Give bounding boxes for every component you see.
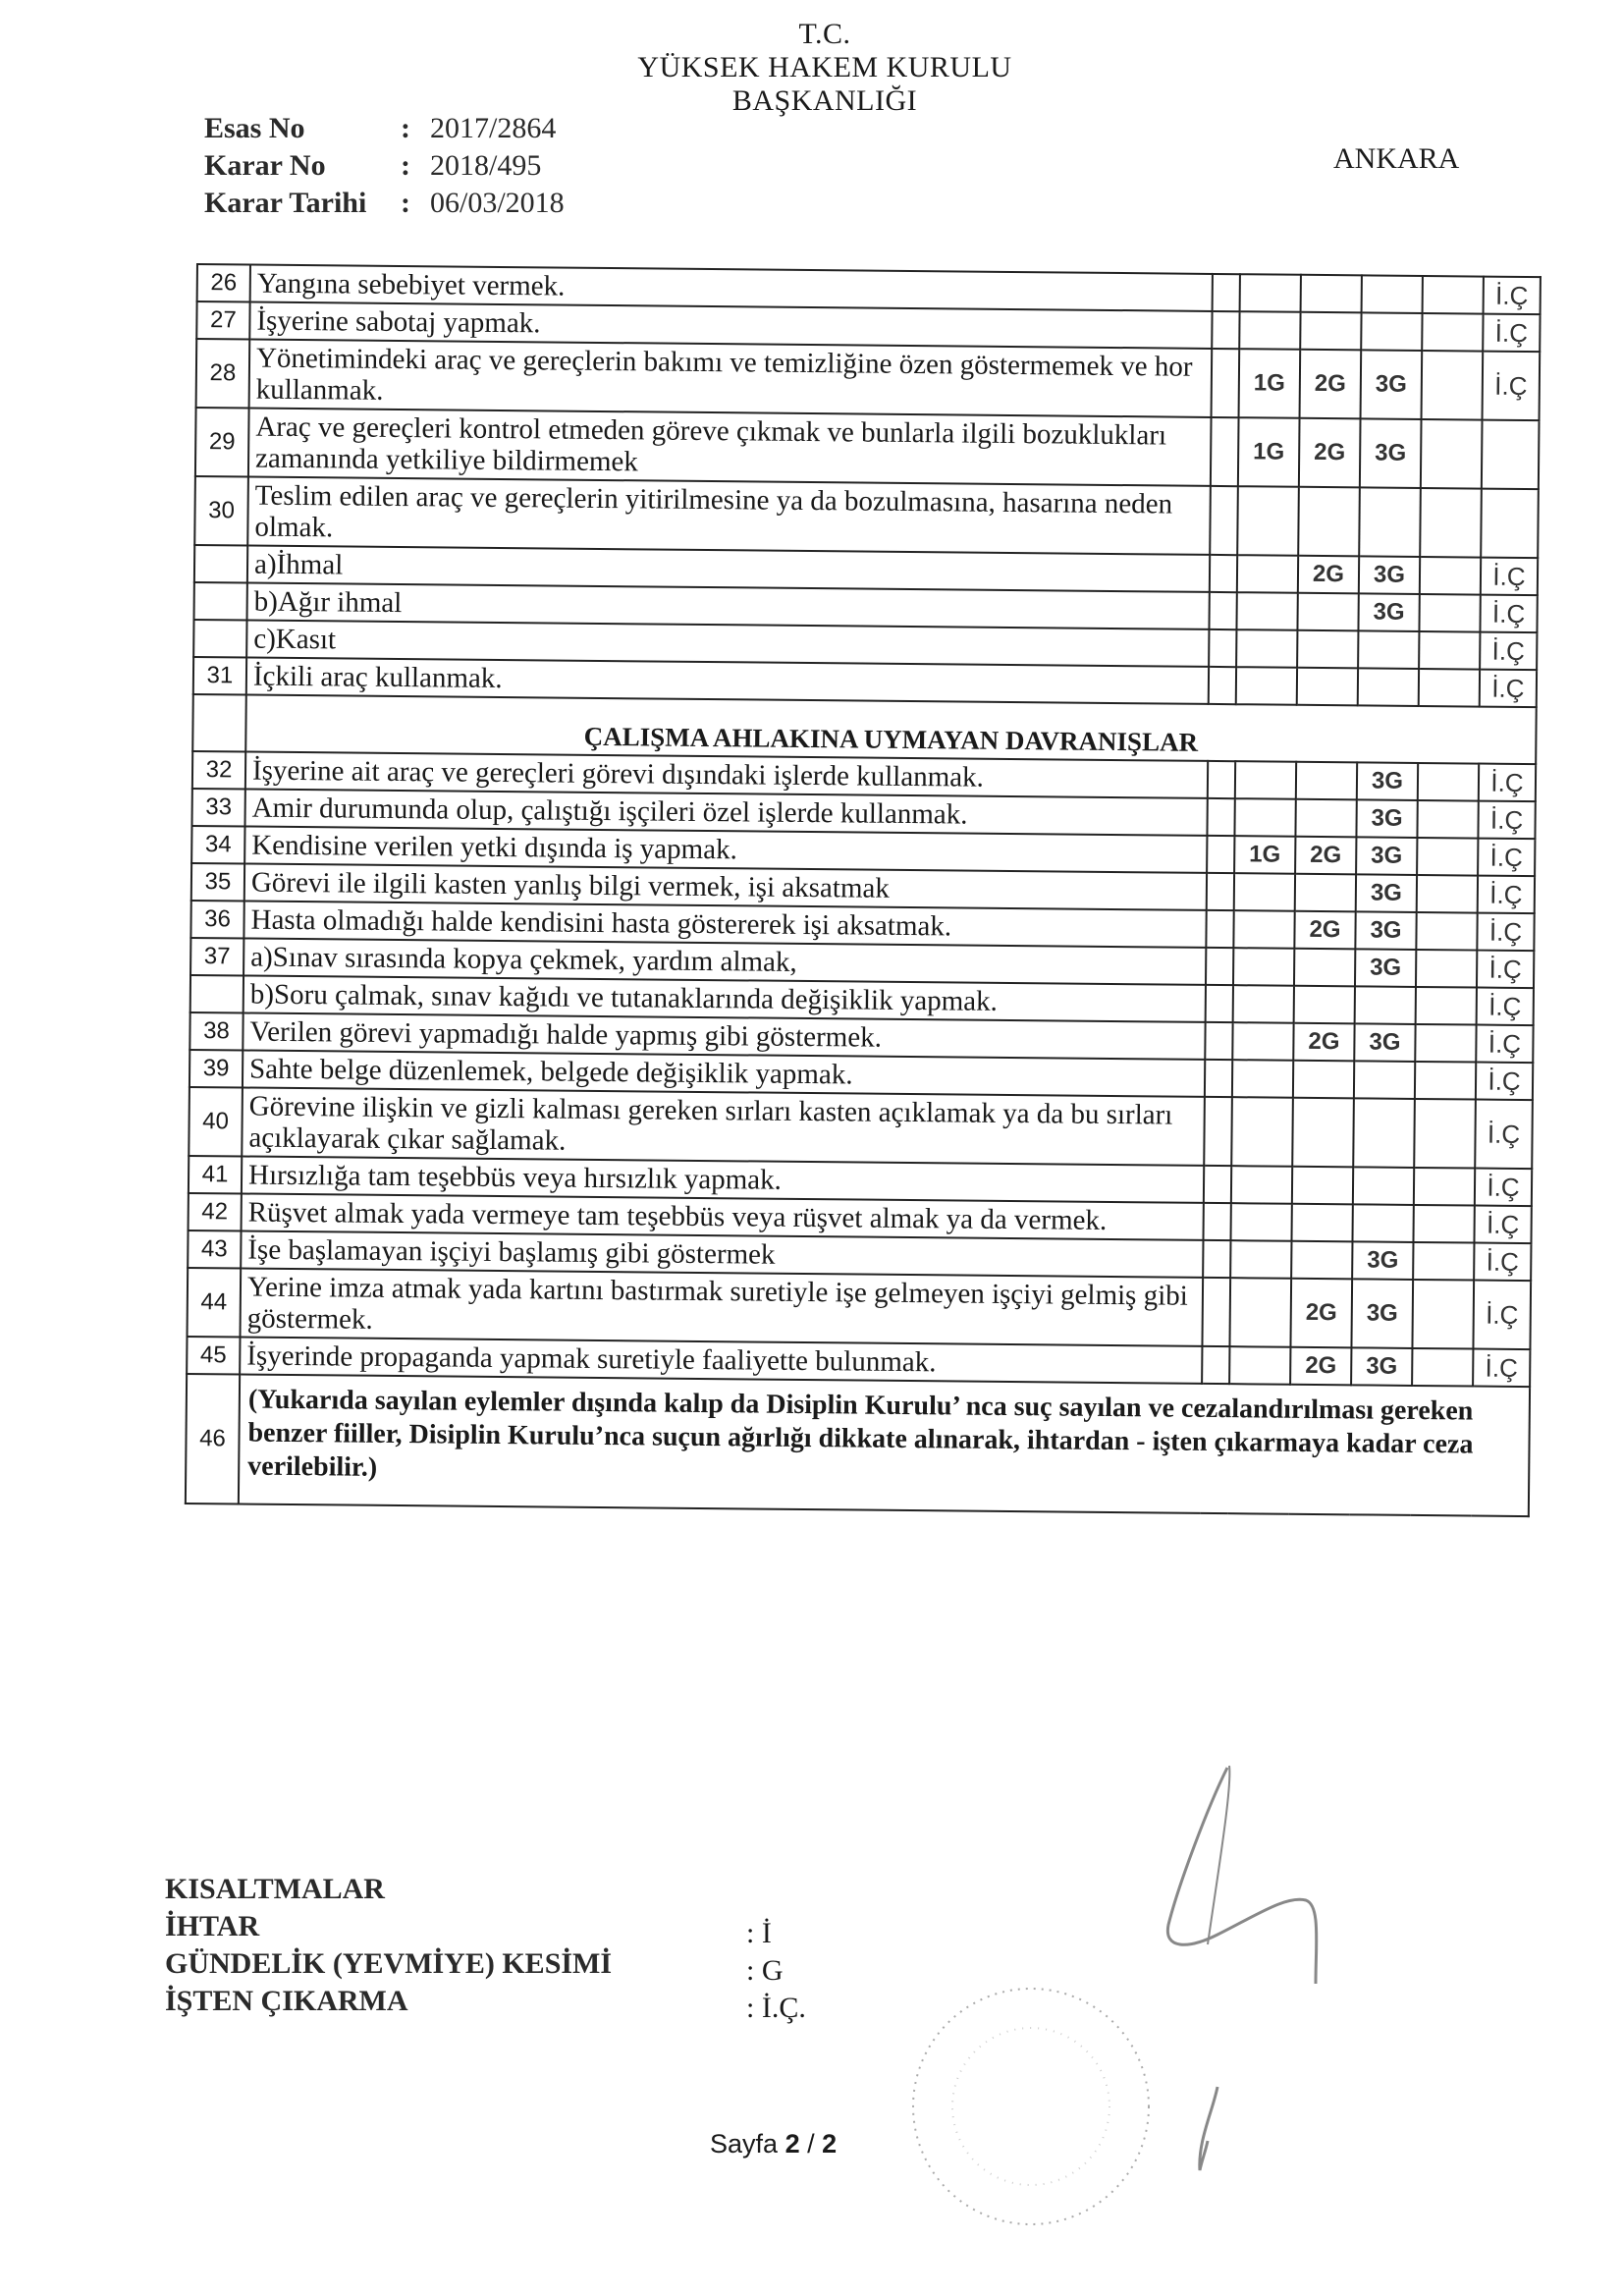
meta-label: Karar Tarihi xyxy=(204,187,367,219)
item-number: 32 xyxy=(192,751,245,790)
penalty-cell: 3G xyxy=(1355,949,1416,987)
penalty-cell: 2G xyxy=(1293,1023,1354,1062)
meta-value: 06/03/2018 xyxy=(430,187,565,219)
penalty-cell xyxy=(1296,762,1357,800)
penalty-cell: İ.Ç xyxy=(1478,839,1535,877)
penalty-cell xyxy=(1236,667,1297,705)
penalty-cell xyxy=(1203,1203,1230,1240)
penalty-cell xyxy=(1211,417,1239,486)
penalty-cell: İ.Ç xyxy=(1481,558,1538,596)
penalty-cell: İ.Ç xyxy=(1478,876,1535,914)
penalty-cell xyxy=(1232,1022,1293,1061)
abbreviation-value: : İ xyxy=(746,1917,772,1949)
header-line-institution: YÜKSEK HAKEM KURULU xyxy=(637,51,1012,83)
penalty-cell xyxy=(1358,630,1419,669)
penalty-cell xyxy=(1295,799,1356,838)
penalty-cell xyxy=(1207,873,1234,910)
penalty-cell xyxy=(1209,629,1236,667)
item-description: Hasta olmadığı halde kendisini hasta göstererek işi aksatmak. xyxy=(243,901,1206,947)
abbreviation-value: : İ.Ç. xyxy=(746,1992,806,2024)
penalty-cell: 2G xyxy=(1295,837,1356,875)
table-row xyxy=(189,1087,1533,1169)
penalty-cell xyxy=(1230,1203,1291,1241)
item-description: c)Kasıt xyxy=(246,621,1209,667)
abbreviations-title: KISALTMALAR xyxy=(165,1873,385,1905)
penalty-cell: 1G xyxy=(1238,417,1300,487)
initial-mark xyxy=(1188,2082,1227,2180)
item-description: b)Ağır ihmal xyxy=(247,583,1210,629)
penalty-cell xyxy=(1206,948,1233,985)
item-number: 29 xyxy=(195,408,249,477)
item-number: 37 xyxy=(190,938,243,976)
penalty-cell xyxy=(1229,1278,1291,1347)
penalty-cell: İ.Ç xyxy=(1483,314,1540,353)
page-total: 2 xyxy=(822,2129,838,2159)
abbreviations-block xyxy=(165,1871,612,2020)
penalty-cell xyxy=(1412,1348,1473,1387)
penalty-cell: İ.Ç xyxy=(1474,1243,1531,1282)
penalty-cell xyxy=(1205,1060,1232,1097)
page-footer xyxy=(710,2129,837,2159)
penalty-cell xyxy=(1231,1097,1293,1167)
table-row xyxy=(194,476,1539,558)
meta-colon: : xyxy=(401,112,410,144)
penalty-cell: İ.Ç xyxy=(1480,632,1537,671)
table-row xyxy=(188,1268,1532,1349)
penalty-cell xyxy=(1416,950,1477,988)
penalty-cell xyxy=(1414,1099,1476,1169)
penalty-cell xyxy=(1297,630,1358,669)
abbreviation-values xyxy=(746,1915,806,2027)
penalty-cell xyxy=(1233,910,1294,949)
penalty-cell xyxy=(1240,274,1301,312)
item-description: a)Sınav sırasında kopya çekmek, yardım almak, xyxy=(243,938,1206,984)
signature-mark xyxy=(1159,1728,1355,1984)
penalty-cell xyxy=(1237,555,1298,593)
penalty-cell xyxy=(1481,489,1539,559)
penalty-cell: 3G xyxy=(1351,1347,1412,1386)
item-description: Amir durumunda olup, çalıştığı işçileri özel işlerde kullanmak. xyxy=(244,790,1207,836)
meta-colon: : xyxy=(401,187,410,219)
penalty-cell xyxy=(1362,275,1423,313)
penalty-cell xyxy=(1209,592,1236,629)
penalty-cell: İ.Ç xyxy=(1474,1206,1531,1244)
city-label: ANKARA xyxy=(1333,142,1460,175)
penalty-cell xyxy=(1213,274,1240,311)
meta-row-tarih xyxy=(204,185,565,222)
table-row xyxy=(195,408,1540,489)
item-number xyxy=(193,620,246,658)
item-description: Verilen görevi yapmadığı halde yapmış gibi göstermek. xyxy=(243,1012,1205,1059)
penalty-cell: 2G xyxy=(1294,911,1355,950)
penalty-cell: 2G xyxy=(1300,350,1362,419)
penalty-cell xyxy=(1420,557,1481,595)
item-description: Kendisine verilen yetki dışında iş yapmak. xyxy=(244,827,1207,873)
penalty-cell xyxy=(1417,838,1478,876)
penalty-cell xyxy=(1204,1097,1232,1166)
penalty-cell xyxy=(1291,1204,1352,1242)
penalty-cell: 3G xyxy=(1357,762,1418,800)
penalty-cell: İ.Ç xyxy=(1484,277,1541,315)
item-description: Görevi ile ilgili kasten yanlış bilgi vermek, işi aksatmak xyxy=(244,863,1207,909)
item-description: Rüşvet almak yada vermeye tam teşebbüs veya rüşvet almak ya da vermek. xyxy=(242,1193,1204,1239)
penalty-cell xyxy=(1231,1166,1292,1204)
document-header xyxy=(569,18,1080,118)
penalty-cell xyxy=(1234,798,1295,837)
meta-colon: : xyxy=(401,149,410,182)
item-description: Araç ve gereçleri kontrol etmeden göreve çıkmak ve bunlarla ilgili bozuklukları zamanında yetkiliye bildirmemek xyxy=(248,409,1212,486)
item-number xyxy=(194,545,247,583)
penalty-cell xyxy=(1415,1062,1476,1100)
penalty-cell: 3G xyxy=(1351,1279,1413,1348)
penalty-cell: İ.Ç xyxy=(1475,1169,1532,1207)
abbreviation-label: İŞTEN ÇIKARMA xyxy=(165,1985,408,2017)
penalty-cell: İ.Ç xyxy=(1480,670,1537,708)
penalty-cell: İ.Ç xyxy=(1478,801,1535,840)
penalty-cell xyxy=(1353,1167,1414,1205)
item-description: Sahte belge düzenlemek, belgede değişiklik yapmak. xyxy=(243,1050,1205,1096)
penalty-cell xyxy=(1204,1166,1231,1203)
penalty-cell xyxy=(1210,555,1237,592)
penalty-cell xyxy=(1353,1098,1415,1168)
penalty-cell xyxy=(1419,669,1480,707)
penalty-cell xyxy=(1413,1242,1474,1281)
penalty-cell xyxy=(1292,1098,1354,1168)
penalty-cell: 3G xyxy=(1354,1023,1415,1062)
penalty-cell xyxy=(1359,487,1421,557)
penalty-cell xyxy=(1202,1346,1229,1384)
item-number: 43 xyxy=(188,1230,241,1269)
penalty-cell xyxy=(1205,1022,1232,1060)
item-number: 31 xyxy=(193,657,246,695)
item-description: Görevine ilişkin ve gizli kalması gereken sırları kasten açıklamak ya da bu sırları açıklayarak çıkar sağlamak. xyxy=(242,1087,1205,1165)
penalty-cell xyxy=(1423,276,1484,314)
penalty-cell: İ.Ç xyxy=(1476,1025,1533,1064)
meta-row-esas xyxy=(204,110,565,147)
penalty-cell: 3G xyxy=(1359,556,1420,594)
section-title: ÇALIŞMA AHLAKINA UYMAYAN DAVRANIŞLAR xyxy=(245,695,1536,765)
page-current: 2 xyxy=(784,2129,800,2159)
penalty-cell xyxy=(1419,594,1480,632)
penalty-cell xyxy=(1202,1278,1230,1346)
item-description: İşyerine sabotaj yapmak. xyxy=(249,302,1212,349)
penalty-cell xyxy=(1229,1346,1290,1385)
item-number: 44 xyxy=(188,1268,242,1338)
penalty-cell xyxy=(1418,763,1479,801)
penalty-cell xyxy=(1294,986,1355,1024)
penalty-cell: İ.Ç xyxy=(1483,352,1541,421)
penalty-cell xyxy=(1212,311,1239,349)
table-row xyxy=(196,339,1541,420)
penalty-cell xyxy=(1416,912,1477,951)
item-number: 30 xyxy=(194,476,248,546)
item-number: 28 xyxy=(196,339,250,409)
header-line-tc: T.C. xyxy=(798,18,851,50)
item-description: b)Soru çalmak, sınav kağıdı ve tutanaklarında değişiklik yapmak. xyxy=(243,975,1206,1021)
penalty-cell xyxy=(1233,985,1294,1023)
penalty-cell xyxy=(1295,874,1356,912)
penalty-cell: 2G xyxy=(1298,556,1359,594)
penalty-cell: İ.Ç xyxy=(1477,913,1534,952)
meta-value: 2017/2864 xyxy=(430,112,557,144)
meta-value: 2018/495 xyxy=(430,149,542,182)
penalty-cell: 3G xyxy=(1361,350,1423,419)
penalty-cell: İ.Ç xyxy=(1473,1281,1531,1350)
penalty-cell xyxy=(1421,419,1483,489)
item-number: 41 xyxy=(189,1156,242,1194)
penalty-cell xyxy=(1300,312,1361,351)
item-number: 45 xyxy=(187,1337,240,1375)
item-number xyxy=(194,582,247,621)
item-description: a)İhmal xyxy=(247,546,1210,592)
item-description: İşyerinde propaganda yapmak suretiyle faaliyette bulunmak. xyxy=(240,1337,1202,1383)
penalty-cell: 2G xyxy=(1290,1347,1351,1386)
item-description: İşe başlamayan işçiyi başlamış gibi göstermek xyxy=(241,1230,1203,1277)
penalty-cell xyxy=(1210,486,1238,555)
meta-label: Esas No xyxy=(204,112,305,144)
penalty-cell xyxy=(1233,948,1294,986)
penalty-cell xyxy=(1235,761,1296,799)
item-number: 26 xyxy=(197,264,250,302)
penalty-cell: İ.Ç xyxy=(1475,1100,1533,1170)
penalty-cell xyxy=(1237,486,1299,556)
penalty-cell xyxy=(1298,487,1360,557)
official-stamp xyxy=(889,1974,1173,2239)
penalty-cell: 1G xyxy=(1239,349,1301,418)
item-description: İşyerine ait araç ve gereçleri görevi dışındaki işlerde kullanmak. xyxy=(245,752,1208,798)
penalty-cell xyxy=(1230,1240,1291,1279)
item-number: 27 xyxy=(196,301,249,340)
item-number: 34 xyxy=(191,826,244,864)
penalty-cell xyxy=(1292,1167,1353,1205)
abbreviation-label: İHTAR xyxy=(165,1910,260,1942)
penalty-cell: 3G xyxy=(1352,1241,1413,1280)
penalty-cell xyxy=(1208,761,1235,798)
penalty-cell xyxy=(1212,349,1240,417)
item-description: İçkili araç kullanmak. xyxy=(246,658,1209,704)
item-description: Yönetimindeki araç ve gereçlerin bakımı ve temizliğine özen göstermemek ve hor kullanmak. xyxy=(249,340,1213,417)
penalty-cell xyxy=(1293,1061,1354,1099)
penalty-cell xyxy=(1203,1240,1230,1278)
penalty-cell: 2G xyxy=(1290,1279,1352,1348)
penalty-cell xyxy=(1207,836,1234,873)
penalty-cell: İ.Ç xyxy=(1480,595,1537,633)
penalty-cell xyxy=(1419,631,1480,670)
penalty-cell: İ.Ç xyxy=(1479,764,1536,802)
penalty-cell xyxy=(1206,985,1233,1022)
penalty-cell xyxy=(1417,875,1478,913)
penalty-cell xyxy=(1236,592,1297,630)
penalty-cell: 3G xyxy=(1355,911,1416,950)
penalty-cell xyxy=(1239,311,1300,350)
empty-cell xyxy=(192,694,246,752)
penalty-cell: İ.Ç xyxy=(1476,1063,1533,1101)
penalty-cell xyxy=(1482,420,1540,490)
penalty-cell xyxy=(1234,873,1295,911)
penalty-cell: 3G xyxy=(1356,837,1417,875)
penalty-cell xyxy=(1232,1060,1293,1098)
penalty-cell xyxy=(1209,667,1236,704)
penalty-cell xyxy=(1415,1024,1476,1063)
penalty-cell xyxy=(1420,488,1482,558)
item-number: 36 xyxy=(190,901,243,939)
general-provision-text: (Yukarıda sayılan eylemler dışında kalıp da Disiplin Kurulu’ nca suç sayılan ve cezalandırılması gereken benzer fiiller, Disiplin Kurulu’nca suçun ağırlığı dikkate alınarak, ihtardan - işten çıkarmaya kadar ceza verilebilir.) xyxy=(239,1374,1530,1516)
page-label: Sayfa xyxy=(710,2129,779,2159)
penalty-cell xyxy=(1417,800,1478,839)
penalty-cell: İ.Ç xyxy=(1477,951,1534,989)
penalty-cell xyxy=(1355,986,1416,1024)
penalty-cell xyxy=(1413,1205,1474,1243)
item-description: Teslim edilen araç ve gereçlerin yitirilmesine ya da bozulmasına, hasarına neden olmak. xyxy=(247,477,1211,555)
item-number xyxy=(190,975,243,1013)
disciplinary-table xyxy=(185,263,1542,1517)
abbreviation-label: GÜNDELİK (YEVMİYE) KESİMİ xyxy=(165,1947,613,1980)
item-number: 46 xyxy=(186,1374,240,1504)
penalty-cell xyxy=(1412,1280,1474,1349)
table-body xyxy=(186,264,1541,1516)
penalty-cell: İ.Ç xyxy=(1473,1349,1530,1388)
penalty-cell xyxy=(1358,668,1419,706)
item-description: Yerine imza atmak yada kartını bastırmak suretiyle işe gelmeyen işçiyi gelmiş gibi göstermek. xyxy=(241,1268,1204,1345)
item-number: 42 xyxy=(189,1193,242,1231)
penalty-cell: İ.Ç xyxy=(1477,988,1534,1026)
penalty-cell xyxy=(1352,1204,1413,1242)
item-number: 38 xyxy=(189,1012,243,1051)
page-separator: / xyxy=(807,2129,815,2159)
penalty-cell xyxy=(1291,1241,1352,1280)
item-number: 39 xyxy=(189,1050,243,1088)
penalty-cell xyxy=(1361,312,1422,351)
penalty-cell: 3G xyxy=(1358,593,1419,631)
disciplinary-table-container xyxy=(185,263,1542,1517)
penalty-cell: 1G xyxy=(1234,836,1295,874)
penalty-cell xyxy=(1354,1061,1415,1099)
header-line-presidency: BAŞKANLIĞI xyxy=(731,84,918,117)
item-description: Hırsızlığa tam teşebbüs veya hırsızlık yapmak. xyxy=(242,1156,1204,1202)
penalty-cell xyxy=(1294,949,1355,987)
penalty-cell xyxy=(1207,798,1234,836)
item-number: 40 xyxy=(189,1087,243,1157)
penalty-cell xyxy=(1206,910,1233,948)
item-number: 33 xyxy=(191,789,244,827)
item-number: 35 xyxy=(191,863,244,902)
case-metadata xyxy=(204,110,565,222)
penalty-cell xyxy=(1422,313,1483,352)
abbreviation-value: : G xyxy=(746,1954,784,1987)
penalty-cell xyxy=(1414,1168,1475,1206)
penalty-cell: 3G xyxy=(1356,874,1417,912)
penalty-cell xyxy=(1297,593,1358,631)
penalty-cell: 3G xyxy=(1356,799,1417,838)
penalty-cell xyxy=(1236,629,1297,668)
penalty-cell: 3G xyxy=(1360,418,1422,488)
general-provision-row xyxy=(186,1374,1530,1516)
penalty-cell xyxy=(1297,668,1358,706)
item-description: Yangına sebebiyet vermek. xyxy=(250,265,1213,311)
meta-row-karar xyxy=(204,147,565,185)
penalty-cell: 2G xyxy=(1299,418,1361,488)
penalty-cell xyxy=(1301,275,1362,313)
meta-label: Karar No xyxy=(204,149,326,182)
penalty-cell xyxy=(1422,351,1484,420)
penalty-cell xyxy=(1416,987,1477,1025)
